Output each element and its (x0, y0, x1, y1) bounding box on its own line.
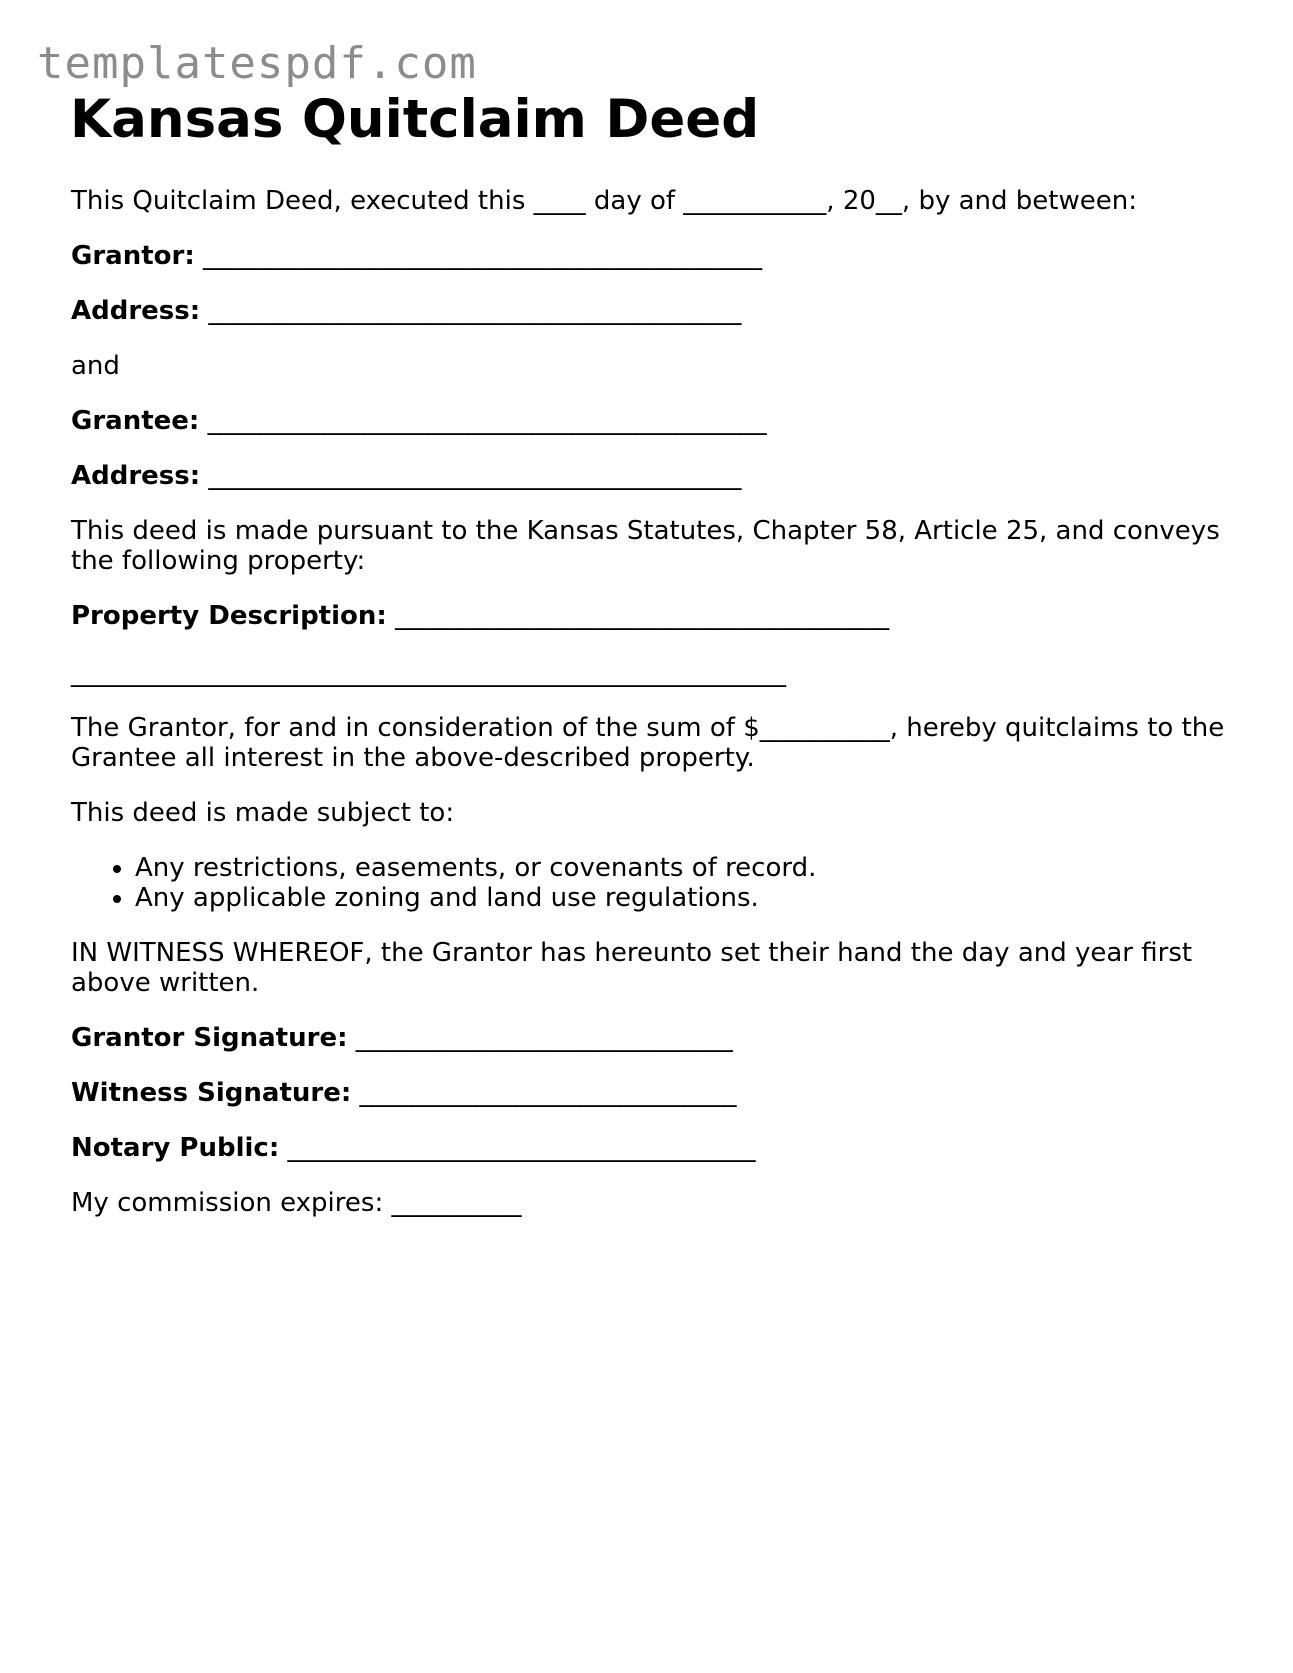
property-description-continuation-blank[interactable]: _______________________________________________________ (71, 658, 786, 688)
grantor-signature-label: Grantor Signature: (71, 1023, 348, 1053)
commission-line (71, 1188, 1231, 1218)
witness-text: IN WITNESS WHEREOF, the Grantor has hereunto set their hand the day and year first above written. (71, 938, 1193, 998)
witness-signature-label: Witness Signature: (71, 1078, 352, 1108)
page-title: Kansas Quitclaim Deed (70, 89, 760, 150)
list-item: • Any applicable zoning and land use regulations. (135, 883, 1231, 913)
subject-to-text: This deed is made subject to: (71, 798, 455, 828)
grantee-blank[interactable]: ___________________________________________ (207, 406, 767, 436)
property-description-blank[interactable]: ______________________________________ (395, 601, 890, 631)
witness-signature-line (71, 1078, 1231, 1108)
grantor-address-blank[interactable]: _________________________________________ (208, 296, 742, 326)
grantee-address-blank[interactable]: _________________________________________ (208, 461, 742, 491)
grantee-address-label: Address: (71, 461, 201, 491)
grantor-signature-line (71, 1023, 1231, 1053)
conditions-list (71, 853, 1231, 913)
grantee-address-line (71, 461, 1231, 491)
property-description-continuation (71, 631, 1231, 688)
notary-public-line (71, 1133, 1231, 1163)
commission-label: My commission expires: (71, 1188, 384, 1218)
watermark: templatespdf.com (37, 38, 477, 89)
witness-signature-blank[interactable]: _____________________________ (359, 1078, 737, 1108)
grantor-address-line (71, 296, 1231, 326)
list-item: • Any restrictions, easements, or covenants of record. (135, 853, 1231, 883)
grantor-signature-blank[interactable]: _____________________________ (355, 1023, 733, 1053)
property-description-line (71, 601, 1231, 631)
intro-text: This Quitclaim Deed, executed this ____ day of ___________, 20__, by and between: (71, 186, 1137, 216)
notary-public-label: Notary Public: (71, 1133, 280, 1163)
grantor-line (71, 241, 1231, 271)
consideration-text: The Grantor, for and in consideration of the sum of $__________, hereby quitclaims to the Grantee all interest in the above-described property. (71, 713, 1225, 773)
grantee-label: Grantee: (71, 406, 200, 436)
grantor-blank[interactable]: ___________________________________________ (203, 241, 762, 271)
grantor-label: Grantor: (71, 241, 195, 271)
grantor-address-label: Address: (71, 296, 201, 326)
deed-body (71, 186, 1231, 1243)
and-text: and (71, 351, 120, 381)
grantee-line (71, 406, 1231, 436)
commission-blank[interactable]: __________ (391, 1188, 522, 1218)
statute-text: This deed is made pursuant to the Kansas Statutes, Chapter 58, Article 25, and conveys the following property: (71, 516, 1220, 576)
notary-public-blank[interactable]: ____________________________________ (287, 1133, 756, 1163)
property-description-label: Property Description: (71, 601, 387, 631)
